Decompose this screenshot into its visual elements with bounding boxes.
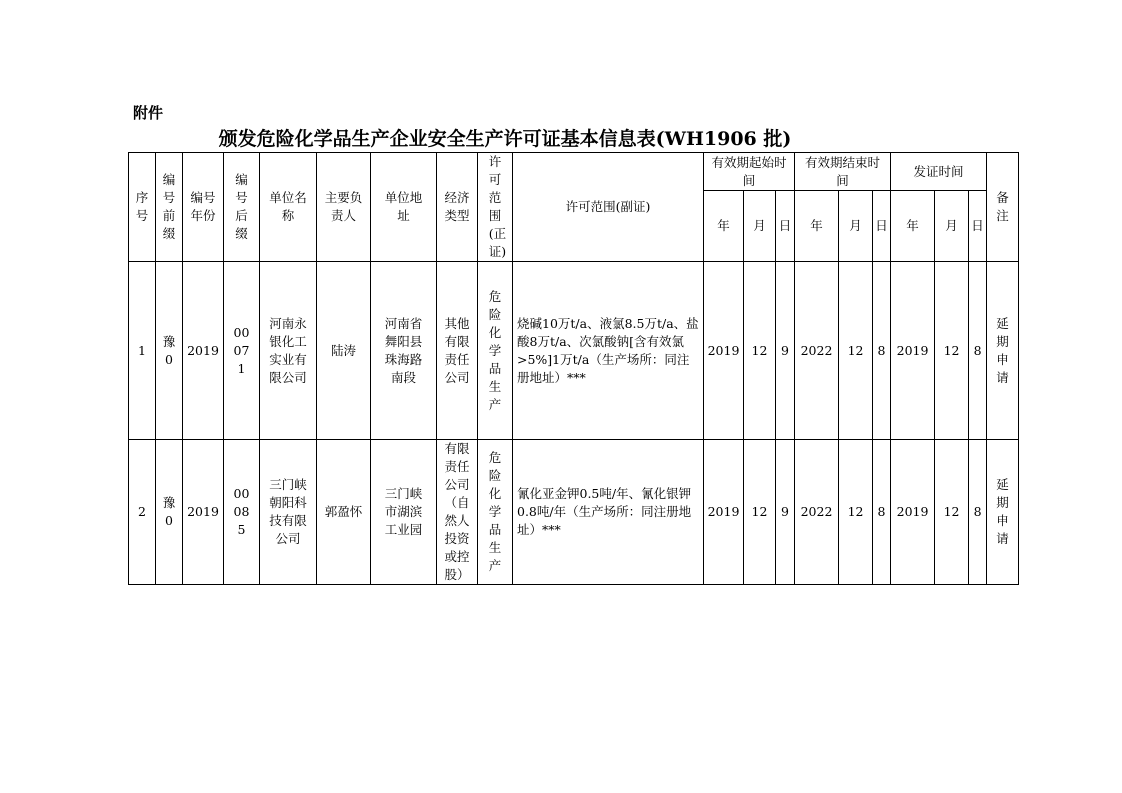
cell-seq: 1	[129, 262, 156, 440]
attachment-label: 附件	[133, 104, 164, 122]
cell-end-year: 2022	[795, 262, 839, 440]
header-start-month: 月	[744, 191, 776, 262]
header-seq: 序号	[129, 153, 156, 262]
header-remark: 备注	[987, 153, 1019, 262]
cell-suffix: 00085	[224, 440, 260, 585]
cell-remark: 延期申请	[987, 262, 1019, 440]
header-prefix: 编号前缀	[156, 153, 183, 262]
header-valid-end: 有效期结束时间	[795, 153, 891, 191]
header-end-month: 月	[839, 191, 873, 262]
header-end-day: 日	[873, 191, 891, 262]
cell-issue-day: 8	[969, 440, 987, 585]
cell-year: 2019	[183, 440, 224, 585]
cell-leader: 郭盈怀	[317, 440, 371, 585]
cell-end-month: 12	[839, 440, 873, 585]
cell-end-month: 12	[839, 262, 873, 440]
header-issue-year: 年	[891, 191, 935, 262]
cell-start-year: 2019	[704, 262, 744, 440]
header-issue-month: 月	[935, 191, 969, 262]
header-start-day: 日	[776, 191, 795, 262]
cell-address: 河南省舞阳县珠海路南段	[371, 262, 437, 440]
table-row	[129, 440, 1019, 585]
cell-issue-month: 12	[935, 440, 969, 585]
header-year: 编号年份	[183, 153, 224, 262]
cell-issue-month: 12	[935, 262, 969, 440]
header-end-year: 年	[795, 191, 839, 262]
header-econ-type: 经济类型	[437, 153, 478, 262]
cell-seq: 2	[129, 440, 156, 585]
cell-issue-year: 2019	[891, 262, 935, 440]
cell-start-day: 9	[776, 262, 795, 440]
header-valid-start: 有效期起始时间	[704, 153, 795, 191]
cell-address: 三门峡市湖滨工业园	[371, 440, 437, 585]
header-issue-day: 日	[969, 191, 987, 262]
header-company: 单位名称	[260, 153, 317, 262]
header-scope-main: 许可范围(正证)	[478, 153, 513, 262]
cell-start-day: 9	[776, 440, 795, 585]
header-suffix: 编号后缀	[224, 153, 260, 262]
cell-end-year: 2022	[795, 440, 839, 585]
cell-company: 三门峡朝阳科技有限公司	[260, 440, 317, 585]
cell-issue-day: 8	[969, 262, 987, 440]
cell-scope-main: 危险化学品生产	[478, 262, 513, 440]
cell-prefix: 豫0	[156, 440, 183, 585]
cell-scope-main: 危险化学品生产	[478, 440, 513, 585]
cell-start-year: 2019	[704, 440, 744, 585]
header-start-year: 年	[704, 191, 744, 262]
cell-scope-sub: 氰化亚金钾0.5吨/年、氰化银钾0.8吨/年（生产场所：同注册地址）***	[513, 440, 704, 585]
cell-leader: 陆涛	[317, 262, 371, 440]
cell-suffix: 00071	[224, 262, 260, 440]
header-scope-sub: 许可范围(副证)	[513, 153, 704, 262]
cell-prefix: 豫0	[156, 262, 183, 440]
cell-year: 2019	[183, 262, 224, 440]
cell-start-month: 12	[744, 262, 776, 440]
cell-econ-type: 有限责任公司（自然人投资或控股）	[437, 440, 478, 585]
header-leader: 主要负责人	[317, 153, 371, 262]
cell-econ-type: 其他有限责任公司	[437, 262, 478, 440]
license-info-table	[128, 152, 1019, 585]
cell-remark: 延期申请	[987, 440, 1019, 585]
cell-scope-sub: 烧碱10万t/a、液氯8.5万t/a、盐酸8万t/a、次氯酸钠[含有效氯>5%]1万t/a（生产场所：同注册地址）***	[513, 262, 704, 440]
table-row	[129, 262, 1019, 440]
header-address: 单位地址	[371, 153, 437, 262]
cell-start-month: 12	[744, 440, 776, 585]
document-title: 颁发危险化学品生产企业安全生产许可证基本信息表(WH1906 批)	[218, 128, 792, 150]
header-issue-time: 发证时间	[891, 153, 987, 191]
cell-issue-year: 2019	[891, 440, 935, 585]
cell-company: 河南永银化工实业有限公司	[260, 262, 317, 440]
cell-end-day: 8	[873, 440, 891, 585]
cell-end-day: 8	[873, 262, 891, 440]
